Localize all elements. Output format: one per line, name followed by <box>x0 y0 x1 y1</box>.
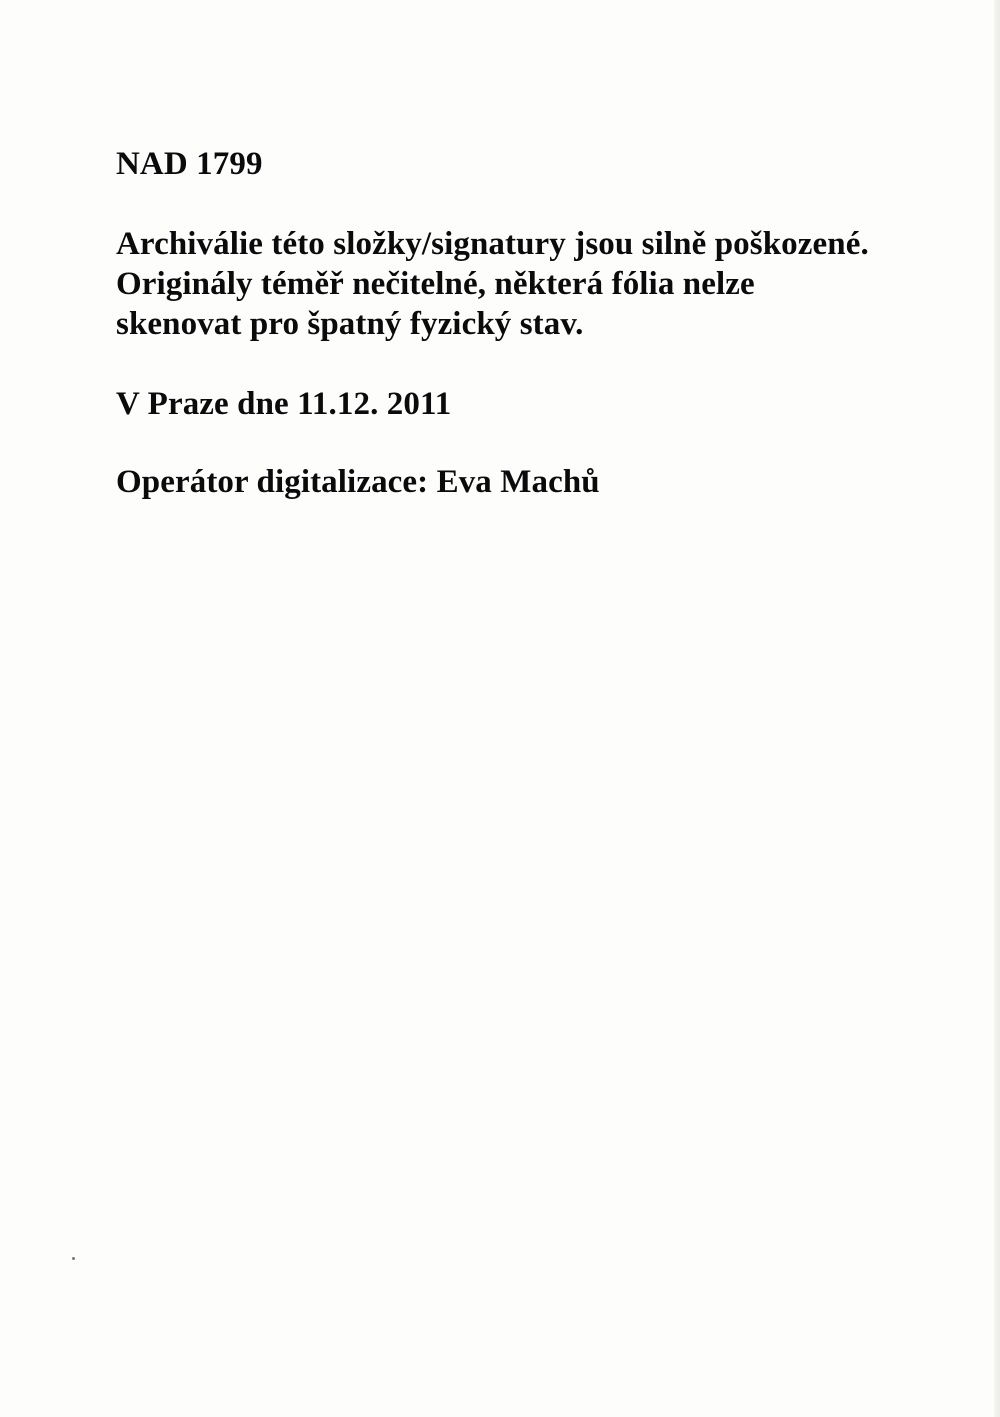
scan-edge <box>994 0 1000 1417</box>
notice-line-2: Originály téměř nečitelné, některá fólia nelze <box>116 266 755 302</box>
scan-speck <box>72 1257 75 1260</box>
fond-number-heading: NAD 1799 <box>116 146 263 182</box>
place-date-line: V Praze dne 11.12. 2011 <box>116 386 452 422</box>
notice-line-3: skenovat pro špatný fyzický stav. <box>116 306 584 342</box>
operator-line: Operátor digitalizace: Eva Machů <box>116 464 600 500</box>
notice-line-1: Archiválie této složky/signatury jsou silně poškozené. <box>116 226 869 262</box>
document-body <box>116 142 976 504</box>
damage-notice <box>116 224 976 344</box>
